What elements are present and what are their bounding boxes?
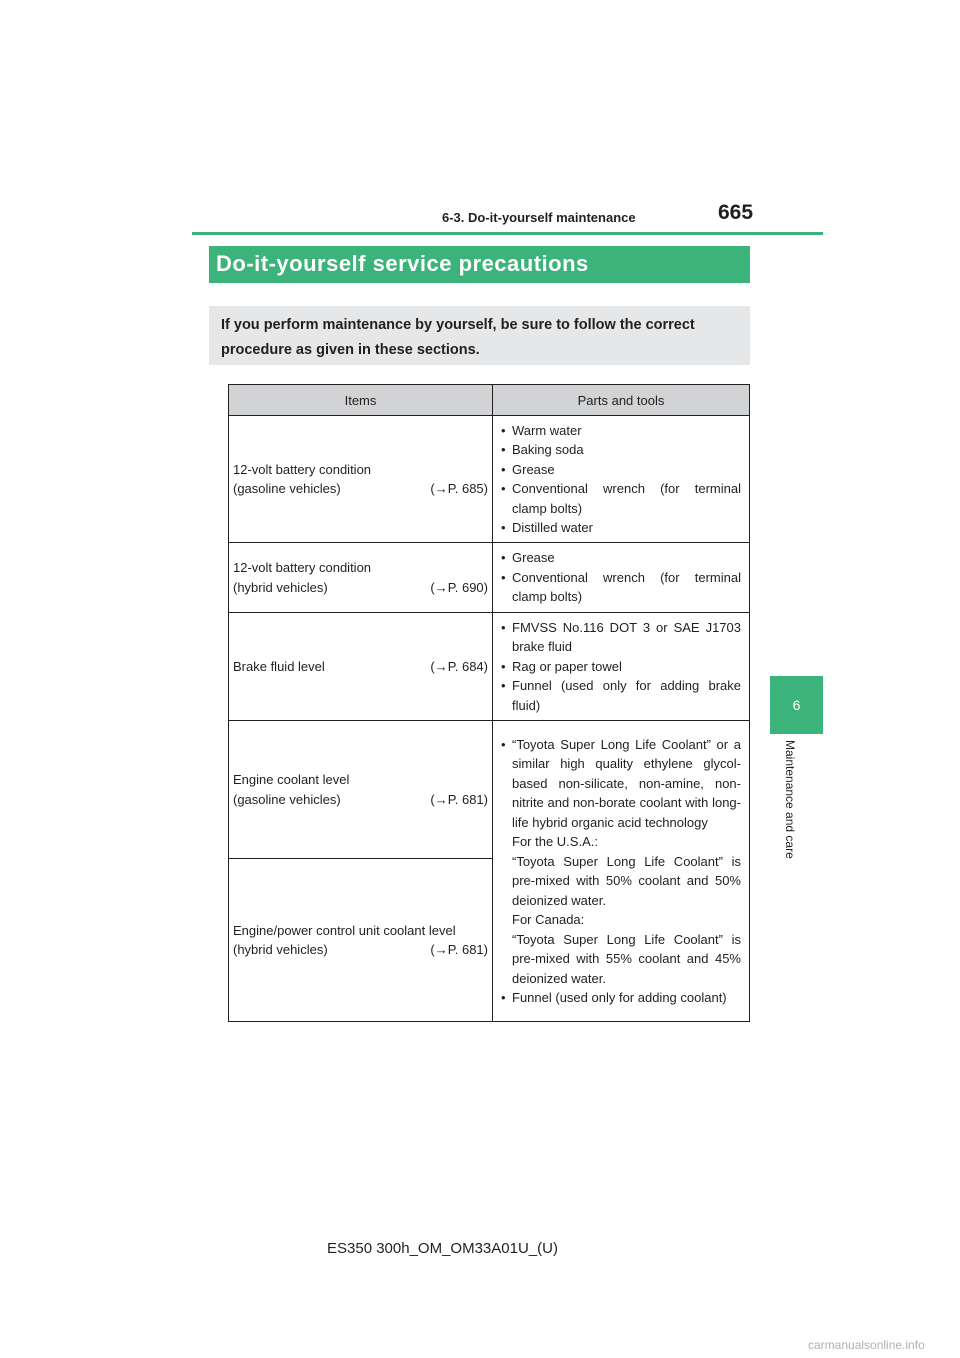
item-line — [233, 940, 488, 960]
section-title-bar — [209, 246, 750, 283]
header-items: Items — [229, 385, 493, 416]
watermark: carmanualsonline.info — [808, 1338, 925, 1352]
item-qualifier: (gasoline vehicles) — [233, 791, 341, 807]
table-header-row — [229, 385, 750, 416]
page-reference[interactable]: (→P. 684) — [430, 658, 488, 674]
coolant-spec: • “Toyota Super Long Life Coolant” or a similar high quality ethylene glycol-based non-silicate, non-amine, non-nitrite and non-borate coolant with long-life hybrid organic acid technology — [512, 736, 741, 830]
usa-label: For the U.S.A.: — [512, 834, 598, 849]
item-qualifier: (hybrid vehicles) — [233, 942, 328, 957]
page-reference[interactable]: (→P. 685) — [430, 481, 488, 496]
page-reference[interactable]: (→P. 681) — [430, 791, 488, 807]
canada-label: For Canada: — [512, 912, 585, 927]
list-item: • Conventional wrench (for terminal clamp bolts) — [501, 568, 741, 607]
parts-list — [501, 421, 741, 538]
table-row — [229, 613, 750, 721]
list-item — [501, 735, 741, 989]
item-cell — [229, 721, 493, 859]
item-name: Engine coolant level — [233, 772, 350, 787]
table-row — [229, 543, 750, 613]
intro-box — [209, 306, 750, 365]
item-cell — [229, 859, 493, 1022]
coolant-parts-cell — [493, 721, 750, 1022]
parts-cell — [493, 543, 750, 613]
item-line — [233, 578, 488, 598]
manual-code: ES350 300h_OM_OM33A01U_(U) — [327, 1240, 558, 1257]
item-cell — [229, 416, 493, 543]
item-cell — [229, 543, 493, 613]
list-item: • Funnel (used only for adding coolant) — [501, 988, 741, 1008]
intro-text: If you perform maintenance by yourself, be sure to follow the correct procedure as given in these sections. — [221, 317, 695, 358]
item-qualifier: (hybrid vehicles) — [233, 579, 328, 595]
header-divider — [192, 232, 823, 235]
parts-list — [501, 735, 741, 1008]
list-item: • Grease — [501, 460, 741, 480]
list-item: • Distilled water — [501, 518, 741, 538]
parts-list — [501, 618, 741, 716]
item-name: Brake fluid level — [233, 658, 325, 674]
chapter-label-container — [783, 740, 813, 900]
list-item: • Baking soda — [501, 440, 741, 460]
item-line — [233, 790, 488, 810]
list-item: • Grease — [501, 548, 741, 568]
page-reference[interactable]: (→P. 690) — [430, 579, 488, 595]
item-cell — [229, 613, 493, 721]
list-item: • FMVSS No.116 DOT 3 or SAE J1703 brake fluid — [501, 618, 741, 657]
list-item: • Rag or paper towel — [501, 657, 741, 677]
section-title: Do-it-yourself service precautions — [216, 251, 589, 276]
usa-text: “Toyota Super Long Life Coolant” is pre-mixed with 50% coolant and 50% deionized water. — [512, 853, 741, 908]
page-reference[interactable]: (→P. 681) — [430, 942, 488, 957]
item-qualifier: (gasoline vehicles) — [233, 481, 341, 496]
list-item: • Warm water — [501, 421, 741, 441]
item-name: 12-volt battery condition — [233, 461, 372, 477]
service-table — [228, 384, 750, 1022]
item-name: 12-volt battery condition — [233, 560, 372, 575]
page-number: 665 — [718, 201, 754, 224]
parts-cell — [493, 416, 750, 543]
item-name: Engine/power control unit coolant level — [233, 922, 456, 938]
table-row — [229, 721, 750, 859]
canada-text: “Toyota Super Long Life Coolant” is pre-mixed with 55% coolant and 45% deionized water. — [512, 931, 741, 986]
header-parts: Parts and tools — [493, 385, 750, 416]
header-section-title: 6-3. Do-it-yourself maintenance — [442, 210, 636, 225]
table-row — [229, 416, 750, 543]
item-line — [233, 657, 488, 677]
parts-list — [501, 548, 741, 607]
parts-cell — [493, 613, 750, 721]
chapter-tab[interactable]: 6 — [770, 676, 823, 734]
item-line — [233, 479, 488, 499]
chapter-label: Maintenance and care — [783, 740, 797, 859]
list-item: • Conventional wrench (for terminal clamp bolts) — [501, 479, 741, 518]
list-item: • Funnel (used only for adding brake fluid) — [501, 676, 741, 715]
